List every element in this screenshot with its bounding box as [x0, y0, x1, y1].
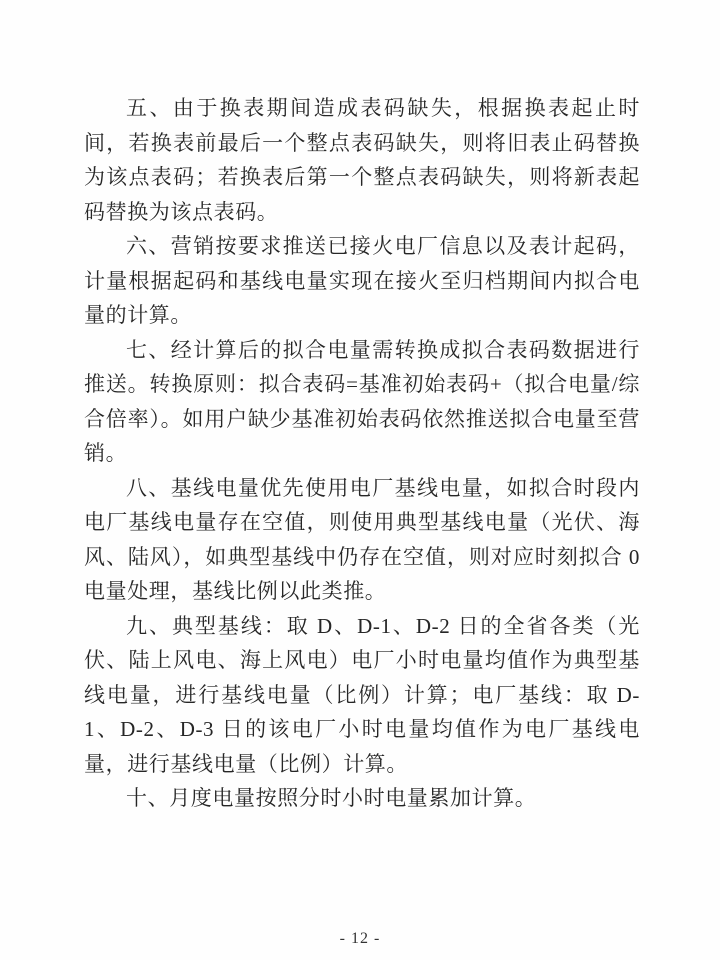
paragraph-item-6: 六、营销按要求推送已接火电厂信息以及表计起码，计量根据起码和基线电量实现在接火至归档期间内拟合电量的计算。 [84, 234, 640, 327]
paragraph-item-7: 七、经计算后的拟合电量需转换成拟合表码数据进行推送。转换原则：拟合表码=基准初始表码+（拟合电量/综合倍率）。如用户缺少基准初始表码依然推送拟合电量至营销。 [84, 337, 640, 465]
paragraph-item-10: 十、月度电量按照分时小时电量累加计算。 [126, 786, 537, 810]
page-number: - 12 - [339, 930, 381, 947]
document-body-text [84, 91, 640, 816]
paragraph-item-8: 八、基线电量优先使用电厂基线电量，如拟合时段内电厂基线电量存在空值，则使用典型基线电量（光伏、海风、陆风），如典型基线中仍存在空值，则对应时刻拟合 0 电量处理，基线比例以此类推。 [84, 475, 640, 603]
paragraph-item-9: 九、典型基线：取 D、D-1、D-2 日的全省各类（光伏、陆上风电、海上风电）电厂小时电量均值作为典型基线电量，进行基线电量（比例）计算；电厂基线：取 D-1、D-2、D-3 日的该电厂小时电量均值作为电厂基线电量，进行基线电量（比例）计算。 [84, 613, 640, 776]
paragraph-item-5: 五、由于换表期间造成表码缺失，根据换表起止时间，若换表前最后一个整点表码缺失，则将旧表止码替换为该点表码；若换表后第一个整点表码缺失，则将新表起码替换为该点表码。 [84, 96, 640, 224]
